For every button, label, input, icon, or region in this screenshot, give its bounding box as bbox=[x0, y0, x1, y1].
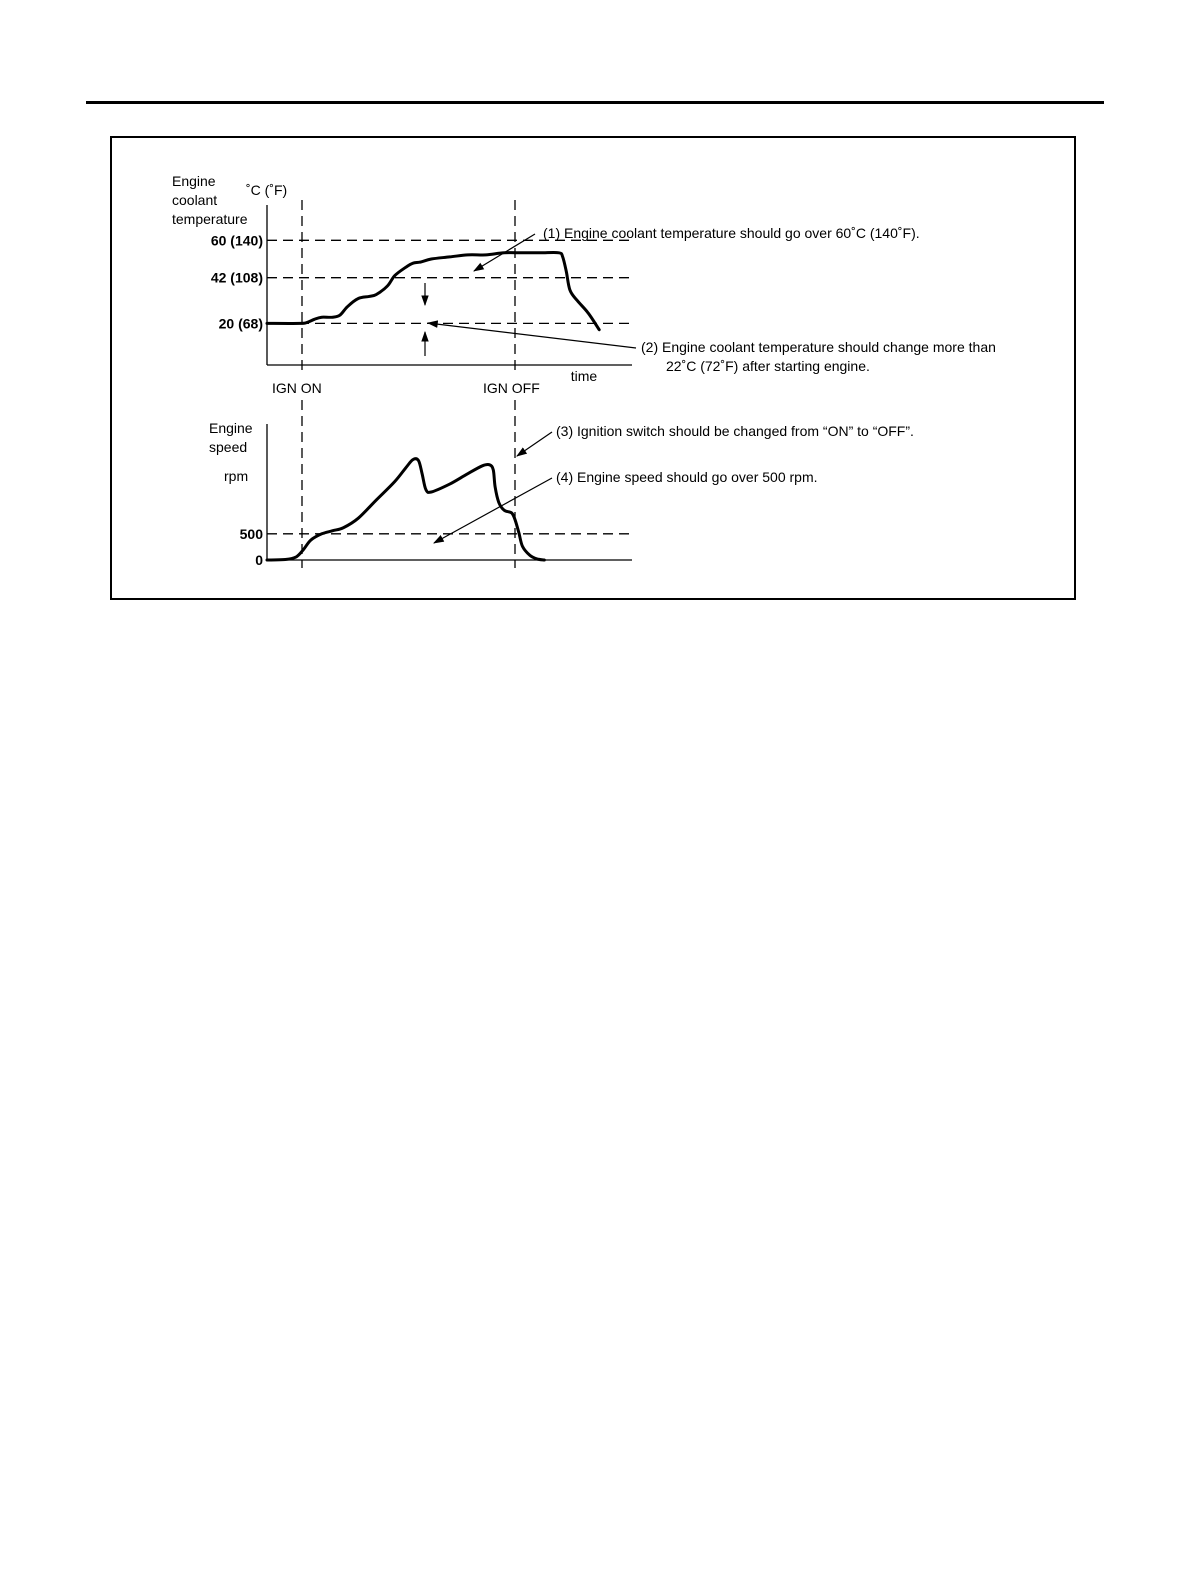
engine-speed-chart bbox=[209, 400, 914, 568]
callout-3-text: (3) Ignition switch should be changed from “ON” to “OFF”. bbox=[556, 423, 914, 439]
temp-unit-label: ˚C (˚F) bbox=[246, 182, 288, 198]
coolant-temperature-chart bbox=[172, 173, 996, 396]
ign-off-label: IGN OFF bbox=[483, 380, 540, 396]
speed-ylabel-line-1: Engine bbox=[209, 420, 253, 436]
temp-ylabel-line-1: Engine bbox=[172, 173, 216, 189]
speed-ylabel-line-2: speed bbox=[209, 439, 248, 455]
callout-4-text: (4) Engine speed should go over 500 rpm. bbox=[556, 469, 818, 485]
temp-tick-label-2: 60 (140) bbox=[210, 232, 263, 249]
callout-2-text-line-1: (2) Engine coolant temperature should change more than bbox=[641, 339, 996, 355]
ign-on-label: IGN ON bbox=[272, 380, 322, 396]
callout-1-text: (1) Engine coolant temperature should go over 60˚C (140˚F). bbox=[543, 225, 920, 241]
speed-tick-label-0: 0 bbox=[255, 552, 263, 568]
callout-2-leader bbox=[428, 323, 636, 348]
temp-ylabel-line-3: temperature bbox=[172, 211, 248, 227]
callout-3-leader bbox=[517, 432, 552, 456]
speed-unit-label: rpm bbox=[224, 468, 249, 484]
speed-tick-group bbox=[240, 526, 632, 568]
callout-2-text-line-2: 22˚C (72˚F) after starting engine. bbox=[666, 358, 870, 374]
temp-tick-label-0: 20 (68) bbox=[218, 315, 263, 332]
temp-tick-label-1: 42 (108) bbox=[210, 269, 263, 286]
temp-ylabel-line-2: coolant bbox=[172, 192, 218, 208]
coolant-temperature-series-line bbox=[267, 252, 599, 329]
temp-xlabel: time bbox=[570, 368, 598, 384]
speed-tick-label-1: 500 bbox=[239, 525, 263, 542]
engine-speed-series-line bbox=[267, 459, 544, 560]
